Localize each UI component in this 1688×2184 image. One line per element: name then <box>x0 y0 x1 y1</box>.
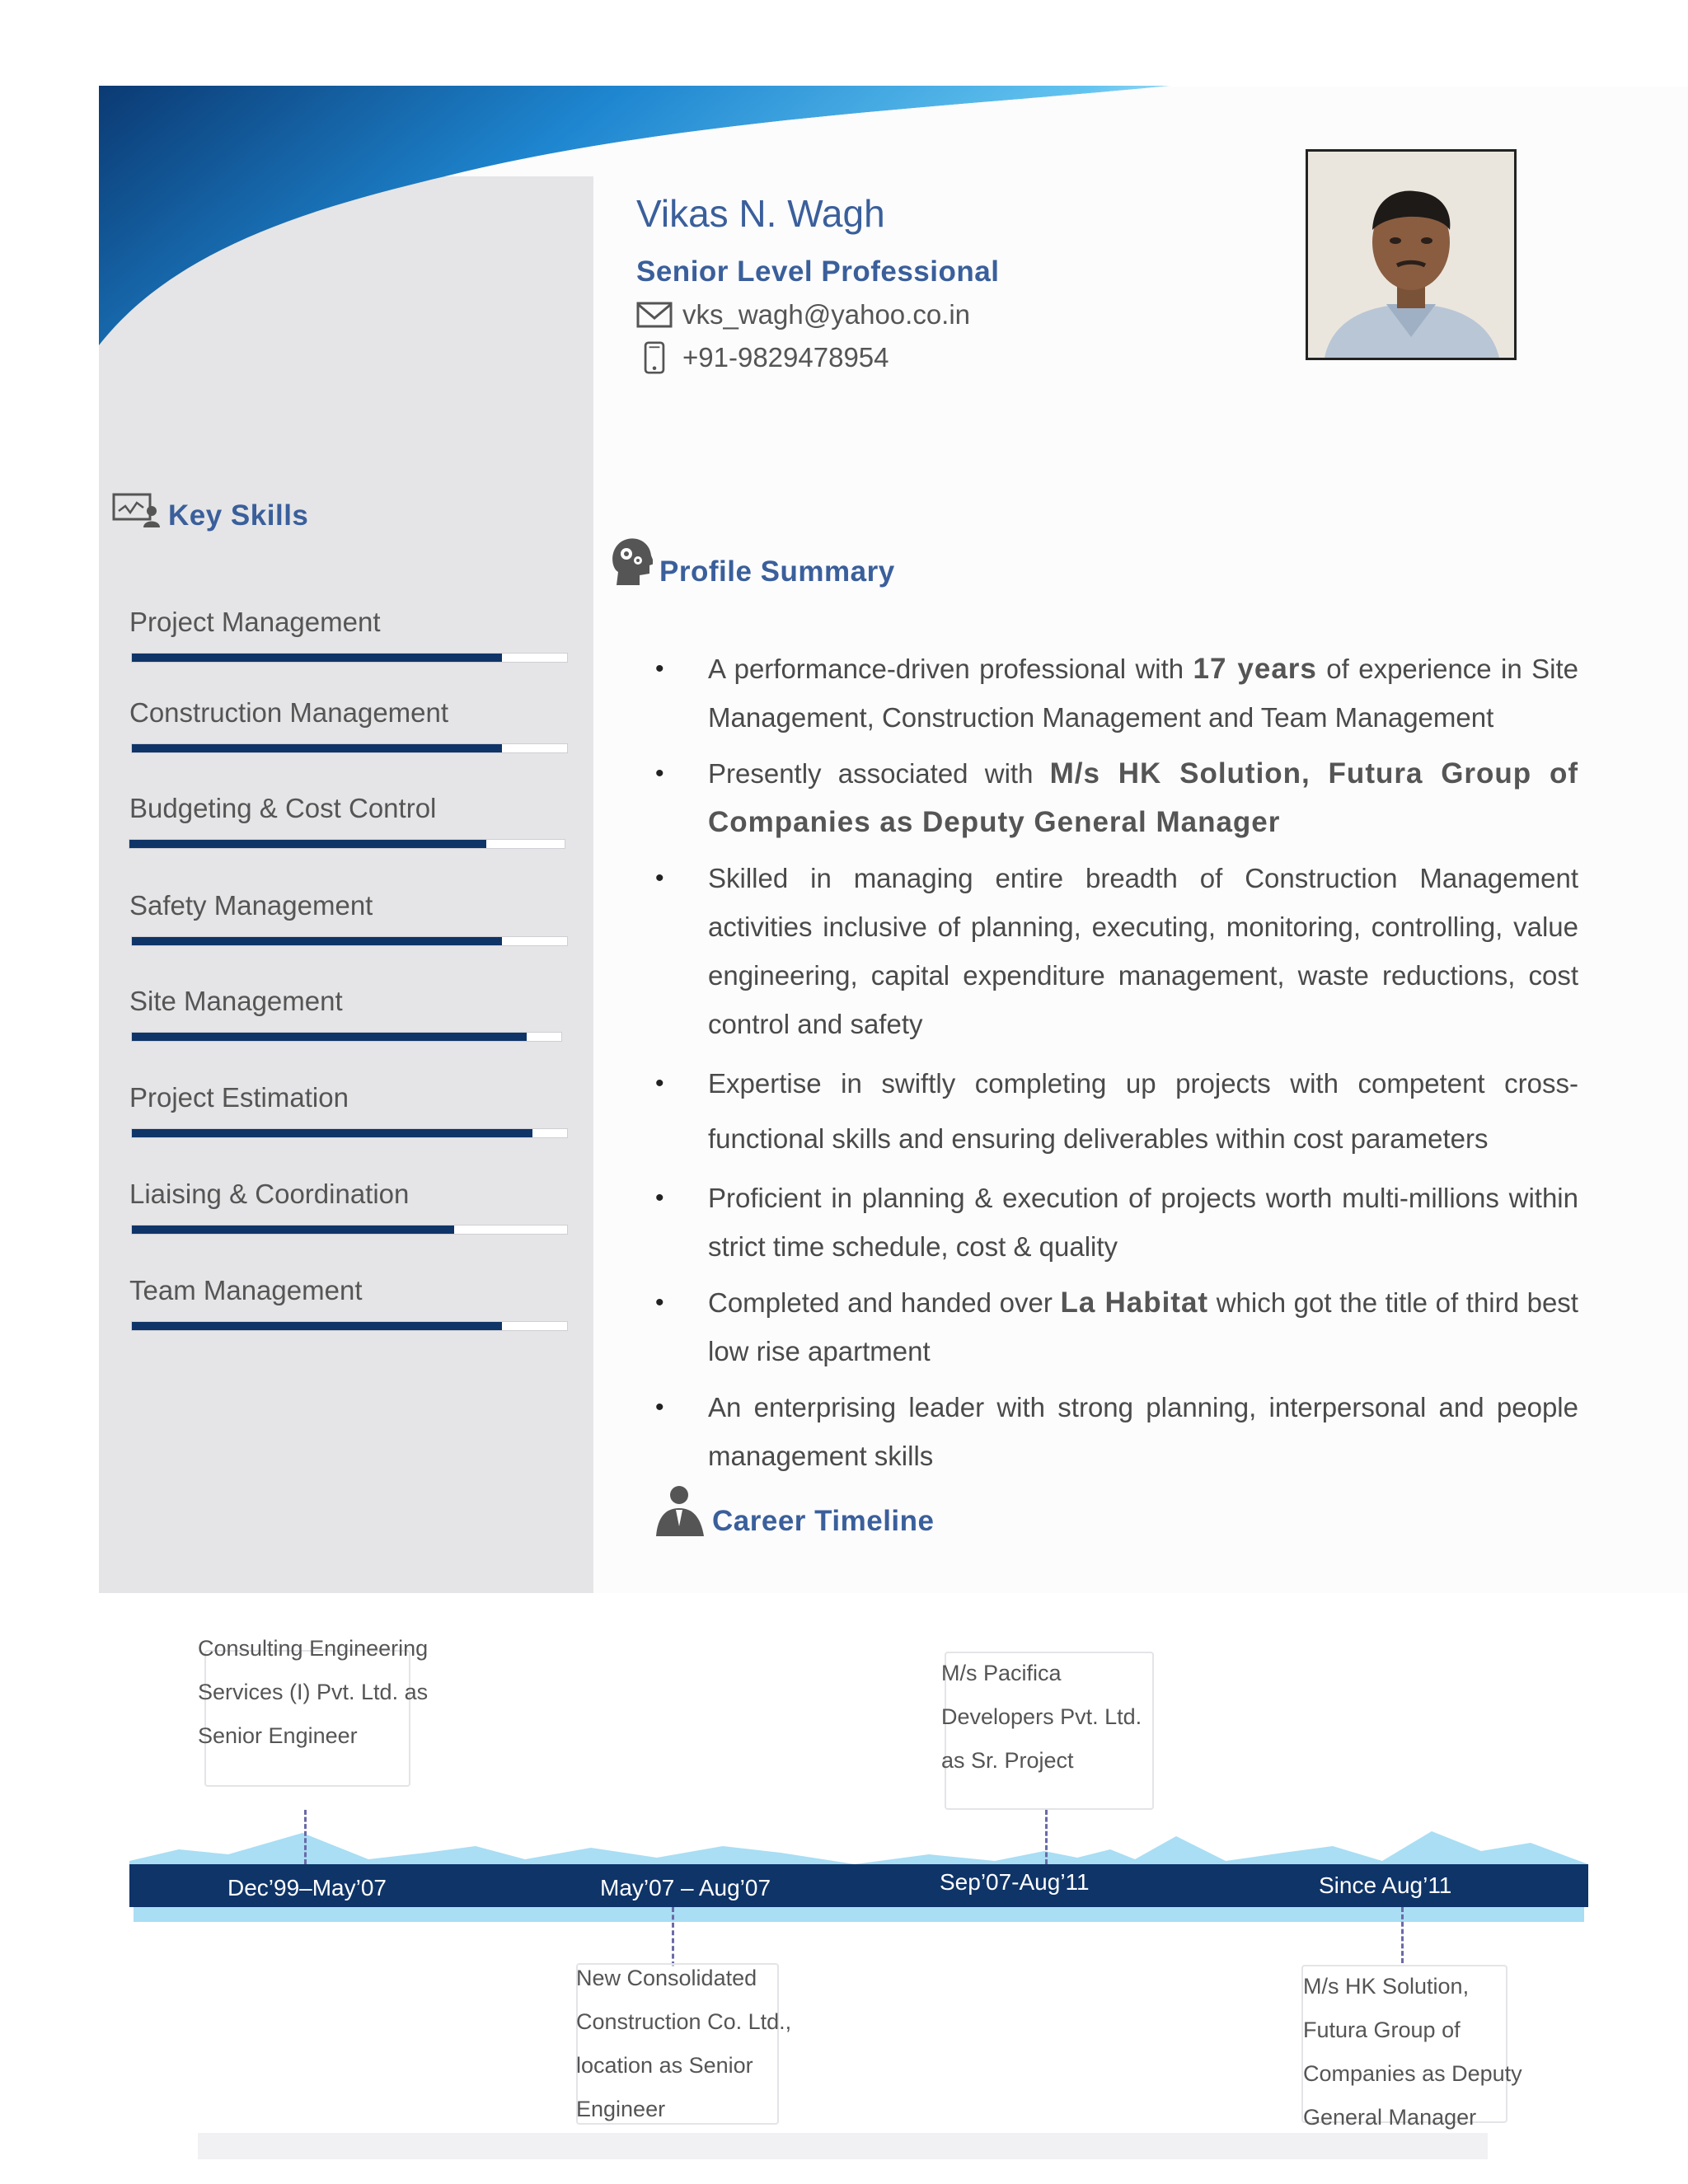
summary-emphasis: La Habitat <box>1060 1286 1209 1319</box>
email-row <box>636 298 970 331</box>
skill-bar-fill <box>132 744 502 752</box>
skill-bar-fill <box>132 937 502 945</box>
timeline-entry <box>576 1957 791 2131</box>
skill-label: Construction Management <box>129 697 449 728</box>
skill-label: Budgeting & Cost Control <box>129 793 437 823</box>
summary-text: of experience in Site Management, Construction Management and Team Management <box>708 654 1578 733</box>
summary-text: Skilled in managing entire breadth of Construction Management activities inclusive of planning, executing, monitoring, controlling, value engineering, capital expenditure management, waste reductions, cost control and safety <box>708 863 1578 1039</box>
timeline-entry-line: M/s HK Solution, <box>1303 1974 1470 1999</box>
summary-bullet <box>655 1383 1578 1480</box>
skill-bar <box>131 653 568 663</box>
skill-item <box>129 890 569 921</box>
skill-bar <box>131 1128 568 1138</box>
skill-bar <box>129 839 565 849</box>
timeline-entry-line: location as Senior <box>576 2053 753 2078</box>
timeline-wave <box>129 1813 1588 1871</box>
timeline-connector <box>1045 1810 1048 1864</box>
skill-bar-fill <box>132 1033 527 1041</box>
skill-item <box>129 1082 569 1113</box>
timeline-entry-line: Services (I) Pvt. Ltd. as <box>198 1680 429 1704</box>
presentation-icon <box>112 491 162 532</box>
summary-emphasis: 17 years <box>1193 653 1317 685</box>
timeline-entry-line: Engineer <box>576 2097 666 2121</box>
skill-bar <box>131 1225 568 1235</box>
profile-photo <box>1306 149 1517 360</box>
skill-item <box>129 697 569 729</box>
skill-bar <box>131 743 568 753</box>
person-silhouette-icon <box>654 1483 706 1538</box>
summary-text: which got the title of third best low rise apartment <box>708 1287 1578 1366</box>
skill-bar <box>131 1032 562 1042</box>
candidate-role: Senior Level Professional <box>636 255 1000 288</box>
phone-text: +91-9829478954 <box>682 342 889 373</box>
skill-item <box>129 1275 569 1306</box>
skill-label: Project Estimation <box>129 1082 349 1113</box>
timeline-entry-line: M/s Pacifica <box>941 1661 1062 1685</box>
candidate-name: Vikas N. Wagh <box>636 192 885 235</box>
timeline-entry-line: Developers Pvt. Ltd. <box>941 1704 1142 1729</box>
timeline-entry-line: Companies as Deputy <box>1303 2061 1522 2086</box>
summary-text: Completed and handed over <box>708 1287 1061 1318</box>
profile-summary-title: Profile Summary <box>659 555 895 588</box>
head-gears-icon <box>608 536 653 587</box>
timeline-entry-line: Senior Engineer <box>198 1723 358 1748</box>
timeline-period: Sep’07-Aug’11 <box>940 1869 1090 1895</box>
skill-bar <box>131 1321 568 1331</box>
skill-label: Safety Management <box>129 890 373 921</box>
timeline-period: Since Aug’11 <box>1319 1872 1452 1898</box>
skill-bar-fill <box>132 1226 454 1234</box>
mobile-phone-icon <box>636 341 673 374</box>
profile-summary-list <box>655 644 1578 1488</box>
career-timeline-heading <box>654 1483 935 1538</box>
timeline-bar-shadow <box>134 1907 1584 1922</box>
portrait-image <box>1308 152 1514 358</box>
email-text[interactable]: vks_wagh@yahoo.co.in <box>682 299 971 330</box>
summary-text: A performance-driven professional with <box>708 654 1193 684</box>
summary-text: An enterprising leader with strong planning, interpersonal and people management skills <box>708 1392 1578 1471</box>
summary-bullet <box>655 1278 1578 1376</box>
skill-bar-fill <box>129 840 486 848</box>
envelope-icon <box>636 298 673 331</box>
summary-bullet <box>655 749 1578 846</box>
summary-bullet <box>655 854 1578 1048</box>
skill-item <box>129 1179 569 1210</box>
timeline-entry-line: New Consolidated <box>576 1966 757 1990</box>
timeline-entry <box>1303 1965 1522 2139</box>
summary-bullet <box>655 1174 1578 1271</box>
skill-label: Site Management <box>129 986 343 1016</box>
skill-bar-fill <box>132 1322 502 1330</box>
skill-bar <box>131 936 568 946</box>
skill-item <box>129 793 569 824</box>
timeline-entry-line: as Sr. Project <box>941 1748 1074 1773</box>
header-banner <box>99 86 1170 358</box>
timeline-entry-line: Consulting Engineering <box>198 1636 429 1661</box>
timeline-period: May’07 – Aug’07 <box>600 1875 771 1900</box>
timeline-entry <box>198 1627 428 1758</box>
skill-bar-fill <box>132 654 502 662</box>
skill-label: Project Management <box>129 607 381 637</box>
skill-label: Liaising & Coordination <box>129 1179 410 1209</box>
summary-emphasis: M/s HK Solution, Futura Group of Companies as Deputy General Manager <box>708 757 1578 838</box>
career-timeline-title: Career Timeline <box>712 1505 935 1537</box>
skill-item <box>129 986 569 1017</box>
skill-bar-fill <box>132 1129 532 1137</box>
timeline-connector <box>304 1810 307 1864</box>
summary-bullet <box>655 644 1578 742</box>
skill-item <box>129 607 569 638</box>
timeline-entry <box>941 1652 1142 1783</box>
summary-text: Proficient in planning & execution of projects worth multi-millions within strict time schedule, cost & quality <box>708 1183 1578 1262</box>
summary-text: Expertise in swiftly completing up projects with competent cross-functional skills and ensuring deliverables within cost parameters <box>708 1068 1578 1154</box>
footer-strip <box>198 2133 1488 2159</box>
key-skills-heading <box>112 491 308 532</box>
skill-label: Team Management <box>129 1275 363 1305</box>
timeline-entry-line: General Manager <box>1303 2105 1477 2130</box>
phone-row <box>636 341 889 374</box>
summary-text: Presently associated with <box>708 758 1050 789</box>
timeline-period: Dec’99–May’07 <box>227 1875 387 1900</box>
timeline-entry-line: Futura Group of <box>1303 2018 1461 2042</box>
profile-summary-heading <box>608 536 895 587</box>
key-skills-title: Key Skills <box>168 499 309 532</box>
summary-bullet <box>655 1056 1578 1166</box>
timeline-entry-line: Construction Co. Ltd., <box>576 2009 792 2034</box>
timeline-connector <box>1401 1907 1404 1963</box>
